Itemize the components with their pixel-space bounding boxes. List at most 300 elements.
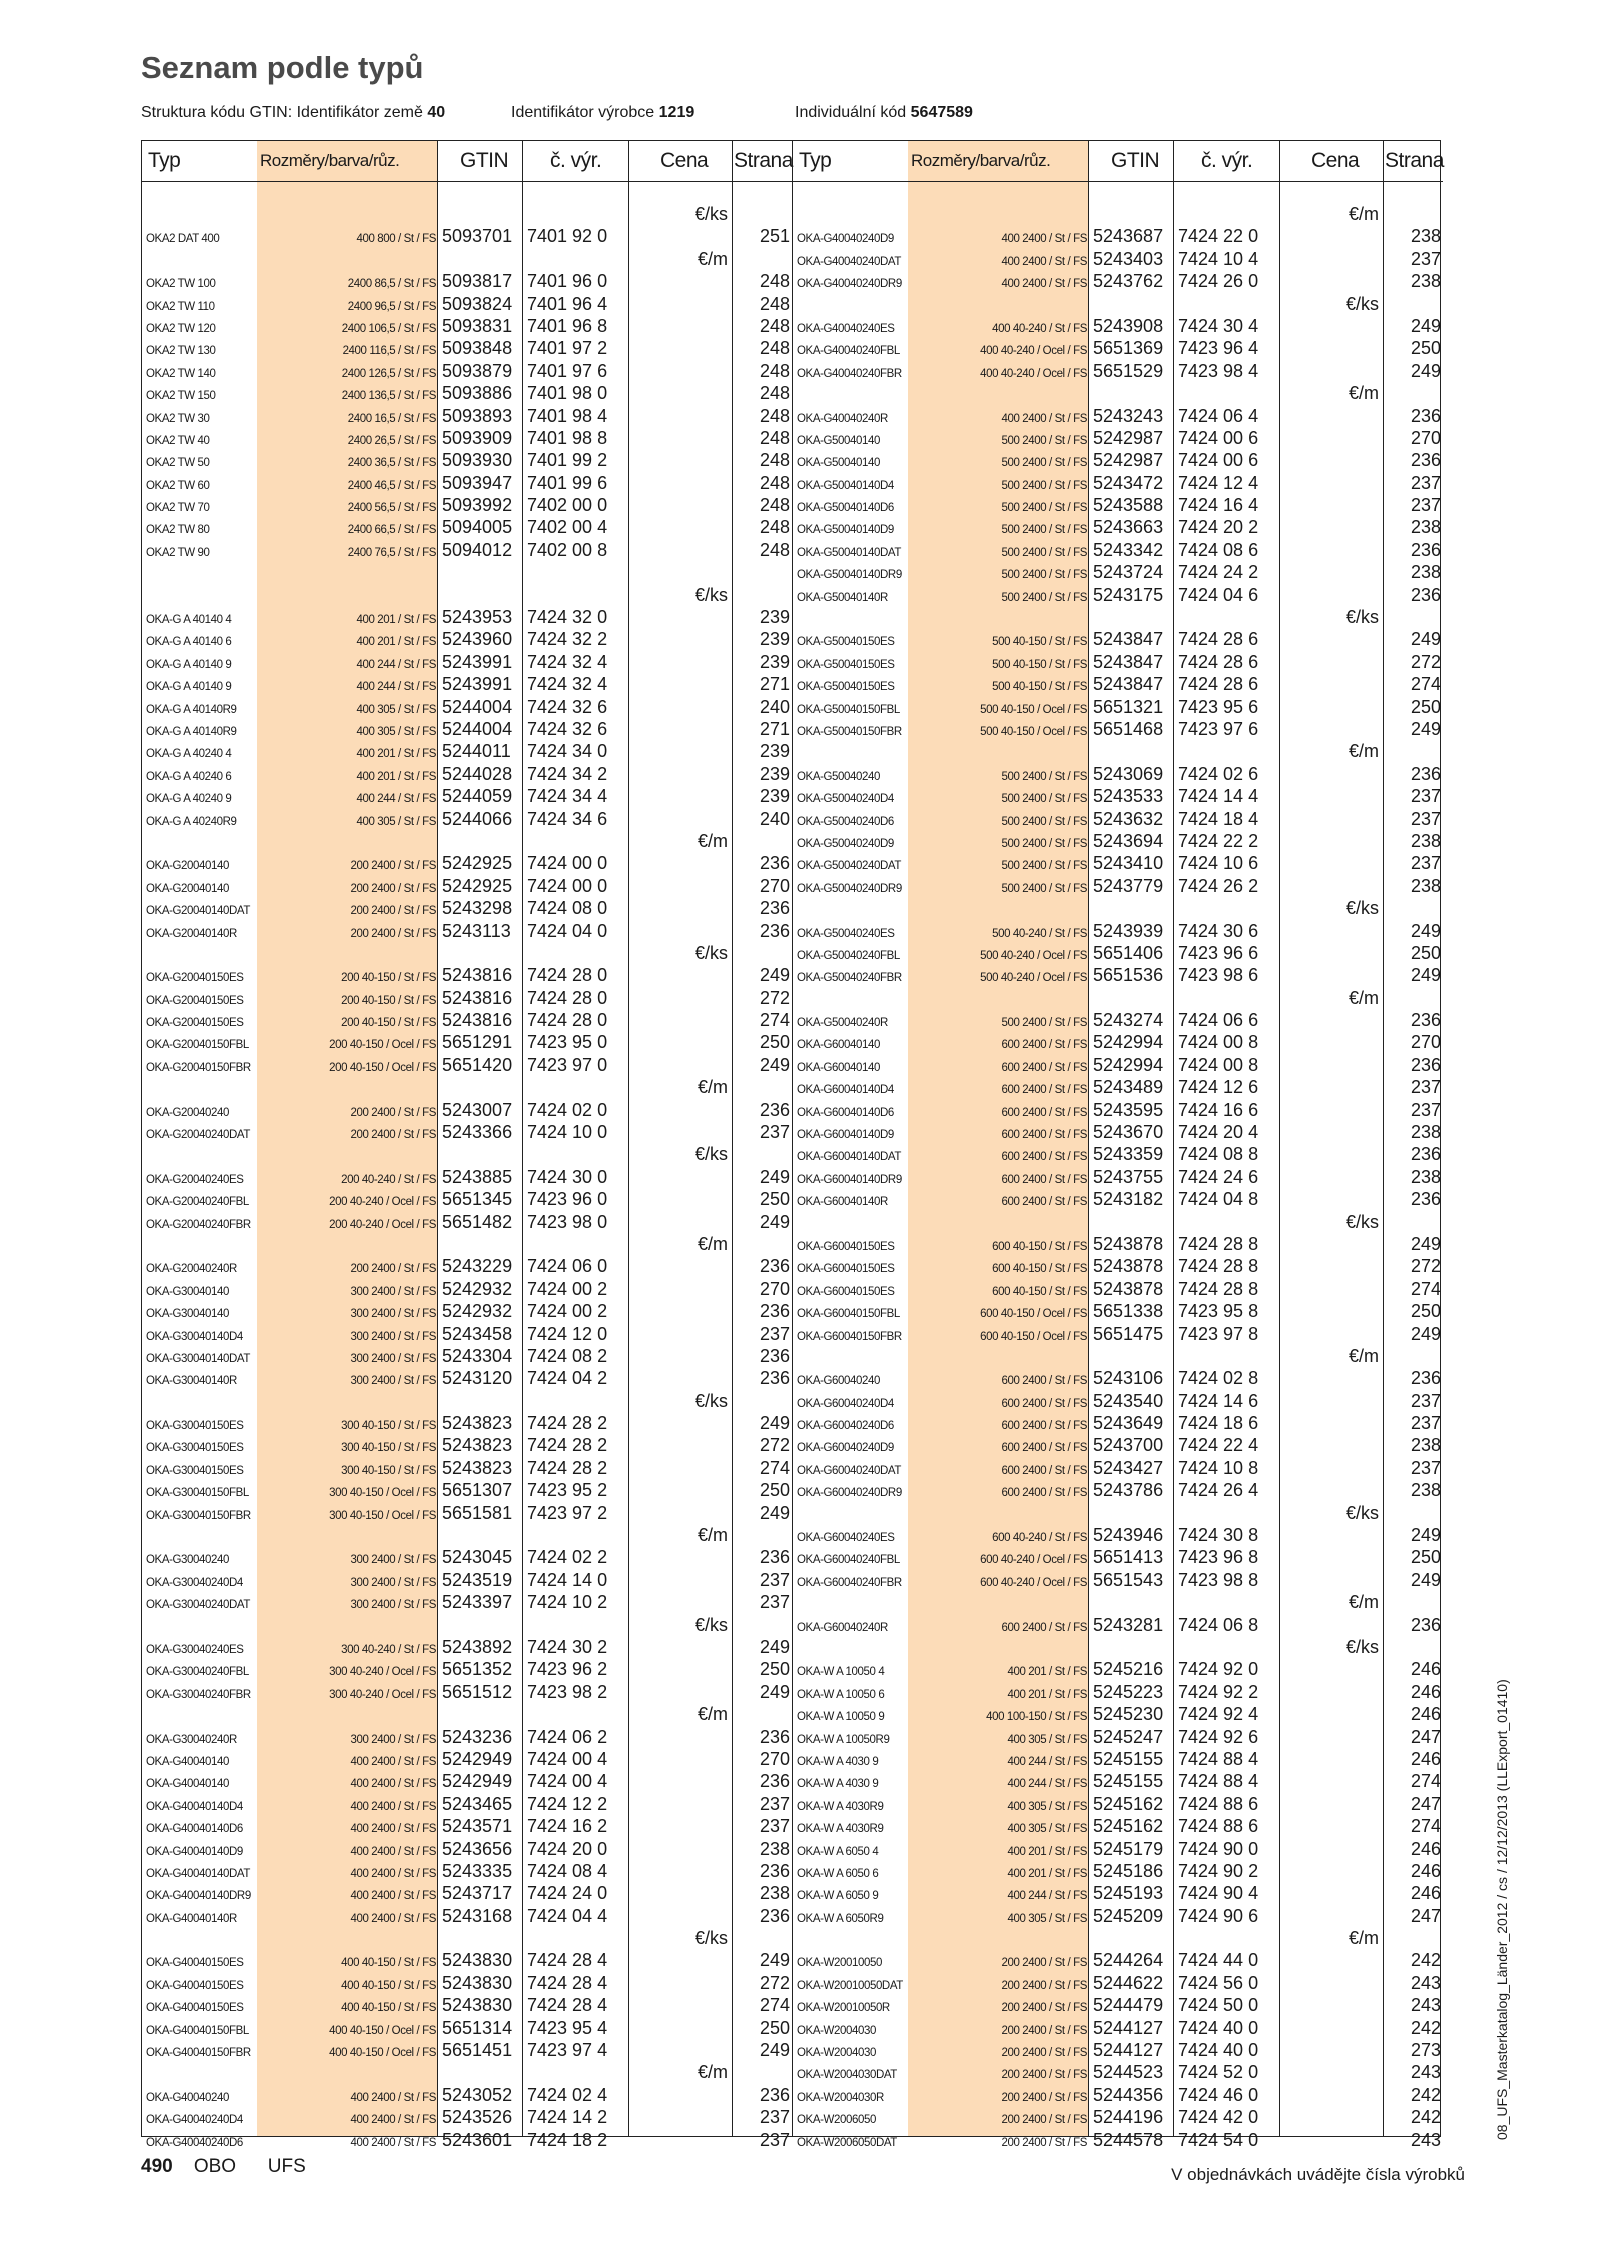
product-number: 7401 98 0 <box>527 383 608 404</box>
product-number: 7424 16 2 <box>527 1816 608 1837</box>
table-row <box>142 516 792 538</box>
gtin-code: 5243823 <box>442 1457 513 1478</box>
table-row <box>793 1031 1443 1053</box>
page-ref: 274 <box>759 1010 790 1031</box>
product-number: 7424 90 6 <box>1178 1905 1259 1926</box>
type-code: OKA-G60040140D6 <box>797 1106 894 1119</box>
gtin-code: 5093909 <box>442 427 513 448</box>
product-number: 7424 28 2 <box>527 1413 608 1434</box>
table-row <box>793 1457 1443 1479</box>
type-code: OKA-G40040140D4 <box>146 1800 243 1813</box>
gtin-code: 5242932 <box>442 1278 513 1299</box>
gtin-code: 5651581 <box>442 1502 513 1523</box>
page-ref: 236 <box>759 1905 790 1926</box>
table-row <box>142 2017 792 2039</box>
table-row <box>793 1569 1443 1591</box>
dimensions: 600 2400 / St / FS <box>1001 1039 1087 1052</box>
table-row <box>142 1121 792 1143</box>
price-unit: €/m <box>1348 987 1379 1008</box>
dimensions: 400 305 / St / FS <box>356 815 436 828</box>
product-number: 7424 28 4 <box>527 1995 608 2016</box>
type-code: OKA-G60040240FBR <box>797 1576 902 1589</box>
gtin-code: 5093879 <box>442 360 513 381</box>
page-ref: 239 <box>759 629 790 650</box>
type-code: OKA-G30040240DAT <box>146 1599 250 1612</box>
table-row <box>793 1255 1443 1277</box>
dimensions: 500 2400 / St / FS <box>1001 860 1087 873</box>
dimensions: 400 2400 / St / FS <box>350 1778 436 1791</box>
product-number: 7424 32 4 <box>527 651 608 672</box>
table-row <box>142 1905 792 1927</box>
product-number: 7424 08 4 <box>527 1860 608 1881</box>
page-ref: 249 <box>759 2040 790 2061</box>
page-ref: 248 <box>759 539 790 560</box>
product-number: 7424 02 0 <box>527 1099 608 1120</box>
product-number: 7424 30 0 <box>527 1166 608 1187</box>
table-row <box>142 315 792 337</box>
dimensions: 400 244 / St / FS <box>1007 1778 1087 1791</box>
gtin-code: 5245216 <box>1093 1659 1164 1680</box>
price-unit: €/ks <box>694 1614 728 1635</box>
product-number: 7424 06 6 <box>1178 1010 1259 1031</box>
type-code: OKA-G40040140DAT <box>146 1867 250 1880</box>
type-code: OKA-G60040140DR9 <box>797 1173 902 1186</box>
gtin-code: 5243427 <box>1093 1457 1164 1478</box>
table-row <box>793 405 1443 427</box>
product-number: 7424 18 4 <box>1178 808 1259 829</box>
gtin-code: 5651406 <box>1093 942 1164 963</box>
table-row <box>793 1233 1443 1255</box>
product-number: 7423 97 6 <box>1178 718 1259 739</box>
dimensions: 600 2400 / St / FS <box>1001 1084 1087 1097</box>
table-row <box>793 2106 1443 2128</box>
table-row <box>793 2084 1443 2106</box>
dimensions: 200 2400 / St / FS <box>350 905 436 918</box>
product-number: 7424 88 4 <box>1178 1748 1259 1769</box>
gtin-code: 5244059 <box>442 786 513 807</box>
page-ref: 248 <box>759 293 790 314</box>
table-row <box>793 763 1443 785</box>
gtin-code: 5243595 <box>1093 1099 1164 1120</box>
gtin-code: 5244127 <box>1093 2017 1164 2038</box>
type-code: OKA-W A 6050 4 <box>797 1845 879 1858</box>
dimensions: 600 2400 / St / FS <box>1001 1106 1087 1119</box>
type-code: OKA-W A 6050 6 <box>797 1867 879 1880</box>
type-code: OKA-W2006050 <box>797 2114 876 2127</box>
gtin-code: 5243304 <box>442 1345 513 1366</box>
table-row <box>793 1770 1443 1792</box>
dimensions: 200 2400 / St / FS <box>1001 2047 1087 2060</box>
table-row <box>142 1211 792 1233</box>
unit-row <box>793 203 1443 225</box>
page-ref: 237 <box>1410 786 1441 807</box>
gtin-code: 5245155 <box>1093 1771 1164 1792</box>
type-code: OKA-G50040140D4 <box>797 479 894 492</box>
type-code: OKA-G40040140D9 <box>146 1845 243 1858</box>
dimensions: 400 201 / St / FS <box>356 770 436 783</box>
unit-row <box>793 1927 1443 1949</box>
product-number: 7424 30 2 <box>527 1637 608 1657</box>
page-ref: 249 <box>1410 1569 1441 1590</box>
product-number: 7423 95 2 <box>527 1480 608 1501</box>
table-row <box>142 1726 792 1748</box>
gtin-code: 5243540 <box>1093 1390 1164 1411</box>
gtin-code: 5243670 <box>1093 1122 1164 1143</box>
type-code: OKA-G60040150FBR <box>797 1330 902 1343</box>
dimensions: 200 2400 / St / FS <box>1001 2114 1087 2127</box>
gtin-code: 5243298 <box>442 898 513 919</box>
page-ref: 270 <box>759 875 790 896</box>
price-unit: €/ks <box>1345 898 1379 919</box>
page-ref: 273 <box>1410 2040 1441 2061</box>
footer-left <box>141 2156 306 2178</box>
page-ref: 237 <box>1410 1457 1441 1478</box>
type-code: OKA-G40040140 <box>146 1755 230 1768</box>
type-code: OKA-W20010050DAT <box>797 1979 903 1992</box>
dimensions: 500 40-240 / Ocel / FS <box>980 972 1087 985</box>
gtin-code: 5651307 <box>442 1480 513 1501</box>
dimensions: 400 201 / St / FS <box>356 636 436 649</box>
price-unit: €/ks <box>694 1928 728 1949</box>
type-code: OKA-W A 10050 6 <box>797 1688 885 1701</box>
gtin-code: 5243236 <box>442 1726 513 1747</box>
table-row <box>793 1412 1443 1434</box>
product-number: 7424 50 0 <box>1178 1995 1259 2016</box>
page-ref: 270 <box>1410 1032 1441 1053</box>
type-code: OKA-G30040150FBL <box>146 1487 249 1500</box>
unit-row <box>142 1076 792 1098</box>
table-row <box>142 1457 792 1479</box>
gtin-code: 5243717 <box>442 1883 513 1904</box>
gtin-code: 5243465 <box>442 1793 513 1814</box>
product-number: 7424 00 6 <box>1178 427 1259 448</box>
page-ref: 272 <box>759 987 790 1008</box>
product-number: 7424 34 4 <box>527 786 608 807</box>
type-code: OKA-G20040150ES <box>146 994 244 1007</box>
page-ref: 237 <box>1410 495 1441 516</box>
page-ref: 250 <box>1410 1547 1441 1568</box>
table-row <box>142 1882 792 1904</box>
dimensions: 200 40-150 / Ocel / FS <box>329 1039 436 1052</box>
gtin-code: 5093817 <box>442 271 513 292</box>
page-ref: 271 <box>759 674 790 695</box>
gtin-code: 5243403 <box>1093 248 1164 269</box>
page-ref: 237 <box>1410 248 1441 269</box>
table-row <box>793 2061 1443 2083</box>
table-row <box>793 1658 1443 1680</box>
page-ref: 240 <box>759 808 790 829</box>
product-number: 7424 10 2 <box>527 1592 608 1613</box>
type-code: OKA2 TW 60 <box>146 479 210 492</box>
page-ref: 249 <box>1410 718 1441 739</box>
product-number: 7423 96 2 <box>527 1659 608 1680</box>
price-unit: €/m <box>697 1077 728 1098</box>
table-row <box>793 1793 1443 1815</box>
type-code: OKA-G50040240DAT <box>797 860 901 873</box>
page-ref: 248 <box>759 405 790 426</box>
dimensions: 200 2400 / St / FS <box>350 1129 436 1142</box>
dimensions: 400 305 / St / FS <box>1007 1823 1087 1836</box>
type-code: OKA-G60040240D4 <box>797 1397 894 1410</box>
type-code: OKA-W2006050DAT <box>797 2136 897 2149</box>
type-code: OKA-G40040140R <box>146 1912 237 1925</box>
product-number: 7423 95 6 <box>1178 696 1259 717</box>
type-code: OKA-G40040240ES <box>797 322 895 335</box>
gtin-code: 5243472 <box>1093 472 1164 493</box>
type-code: OKA-G40040240DR9 <box>797 278 902 291</box>
table-row <box>142 1972 792 1994</box>
gtin-code: 5242994 <box>1093 1054 1164 1075</box>
price-unit: €/m <box>697 1704 728 1725</box>
dimensions: 600 2400 / St / FS <box>1001 1397 1087 1410</box>
table-row <box>142 964 792 986</box>
page-ref: 271 <box>759 718 790 739</box>
gtin-code: 5243359 <box>1093 1144 1164 1165</box>
product-number: 7424 26 2 <box>1178 875 1259 896</box>
product-number: 7424 08 8 <box>1178 1144 1259 1165</box>
gtin-code: 5651543 <box>1093 1569 1164 1590</box>
gtin-code: 5651321 <box>1093 696 1164 717</box>
page-ref: 242 <box>1410 2107 1441 2128</box>
page-ref: 248 <box>759 338 790 359</box>
type-code: OKA-G20040240FBL <box>146 1196 249 1209</box>
product-number: 7424 00 6 <box>1178 450 1259 471</box>
page-ref: 250 <box>1410 942 1441 963</box>
table-row <box>793 875 1443 897</box>
page-ref: 236 <box>1410 1189 1441 1210</box>
type-code: OKA2 TW 140 <box>146 367 216 380</box>
product-number: 7424 42 0 <box>1178 2107 1259 2128</box>
dimensions: 400 40-240 / Ocel / FS <box>980 345 1087 358</box>
product-number: 7401 99 6 <box>527 472 608 493</box>
table-row <box>142 1300 792 1322</box>
dimensions: 300 40-150 / St / FS <box>341 1464 436 1477</box>
product-number: 7424 24 0 <box>527 1883 608 1904</box>
gtin-code: 5651529 <box>1093 360 1164 381</box>
gtin-code: 5242925 <box>442 875 513 896</box>
type-code: OKA-G30040140D4 <box>146 1330 243 1343</box>
unit-row <box>793 293 1443 315</box>
product-number: 7424 32 2 <box>527 629 608 650</box>
product-number: 7424 40 0 <box>1178 2040 1259 2061</box>
product-number: 7424 18 2 <box>527 2129 608 2150</box>
gtin-code: 5244004 <box>442 718 513 739</box>
gtin-code: 5243366 <box>442 1122 513 1143</box>
product-number: 7424 28 8 <box>1178 1233 1259 1254</box>
page-ref: 274 <box>1410 1278 1441 1299</box>
product-number: 7423 97 0 <box>527 1054 608 1075</box>
type-code: OKA-G50040240FBL <box>797 949 900 962</box>
product-number: 7424 20 2 <box>1178 517 1259 538</box>
type-code: OKA-G40040150ES <box>146 1957 244 1970</box>
product-number: 7424 02 8 <box>1178 1368 1259 1389</box>
product-number: 7424 22 2 <box>1178 830 1259 851</box>
unit-row <box>793 740 1443 762</box>
table-row <box>142 1748 792 1770</box>
table-row <box>793 1524 1443 1546</box>
page-ref: 250 <box>1410 696 1441 717</box>
dimensions: 200 2400 / St / FS <box>350 1263 436 1276</box>
table-row <box>142 628 792 650</box>
type-code: OKA-G60040140 <box>797 1061 881 1074</box>
gtin-code: 5243847 <box>1093 651 1164 672</box>
table-row <box>793 1479 1443 1501</box>
page-ref: 246 <box>1410 1659 1441 1680</box>
product-number: 7424 30 8 <box>1178 1525 1259 1546</box>
dimensions: 400 2400 / St / FS <box>350 1890 436 1903</box>
product-number: 7424 92 6 <box>1178 1726 1259 1747</box>
product-number: 7424 24 2 <box>1178 562 1259 583</box>
type-code: OKA-G40040240D4 <box>146 2114 243 2127</box>
table-row <box>142 763 792 785</box>
gtin-code: 5243588 <box>1093 495 1164 516</box>
product-number: 7423 95 8 <box>1178 1301 1259 1322</box>
table-row <box>793 270 1443 292</box>
page-ref: 237 <box>1410 853 1441 874</box>
dimensions: 400 2400 / St / FS <box>1001 255 1087 268</box>
dimensions: 300 2400 / St / FS <box>350 1733 436 1746</box>
dimensions: 500 40-150 / St / FS <box>992 658 1087 671</box>
dimensions: 400 305 / St / FS <box>356 703 436 716</box>
type-code: OKA-G50040140DAT <box>797 546 901 559</box>
gtin-code: 5093701 <box>442 226 513 247</box>
gtin-code: 5242925 <box>442 853 513 874</box>
type-code: OKA-G30040140 <box>146 1285 230 1298</box>
dimensions: 200 40-240 / St / FS <box>341 1173 436 1186</box>
table-row <box>142 606 792 628</box>
page-ref: 236 <box>759 1099 790 1120</box>
type-code: OKA-G40040240D9 <box>797 233 894 246</box>
dimensions: 600 2400 / St / FS <box>1001 1420 1087 1433</box>
dimensions: 500 2400 / St / FS <box>1001 479 1087 492</box>
dimensions: 400 40-150 / Ocel / FS <box>329 2024 436 2037</box>
dimensions: 600 40-150 / Ocel / FS <box>980 1308 1087 1321</box>
table-row <box>793 920 1443 942</box>
table-row <box>793 696 1443 718</box>
product-number: 7424 92 2 <box>1178 1681 1259 1702</box>
page-ref: 236 <box>1410 1144 1441 1165</box>
gtin-code: 5243519 <box>442 1569 513 1590</box>
table-row <box>793 1972 1443 1994</box>
product-number: 7424 04 4 <box>527 1905 608 1926</box>
gtin-code: 5244127 <box>1093 2040 1164 2061</box>
product-number: 7402 00 0 <box>527 495 608 516</box>
gtin-code: 5093930 <box>442 450 513 471</box>
product-number: 7424 92 4 <box>1178 1704 1259 1725</box>
dimensions: 400 40-150 / Ocel / FS <box>329 2047 436 2060</box>
page-ref: 236 <box>1410 405 1441 426</box>
page-ref: 249 <box>1410 1525 1441 1546</box>
dimensions: 500 40-240 / St / FS <box>992 927 1087 940</box>
unit-row <box>142 2061 792 2083</box>
type-code: OKA-G60040240DR9 <box>797 1487 902 1500</box>
type-code: OKA-G40040140 <box>146 1778 230 1791</box>
gtin-code: 5243847 <box>1093 674 1164 695</box>
type-code: OKA2 TW 80 <box>146 524 210 537</box>
page-ref: 250 <box>759 1480 790 1501</box>
page-ref: 249 <box>1410 315 1441 336</box>
page-ref: 246 <box>1410 1883 1441 1904</box>
price-unit: €/m <box>1348 383 1379 404</box>
dimensions: 200 2400 / St / FS <box>350 882 436 895</box>
product-number: 7424 10 6 <box>1178 853 1259 874</box>
dimensions: 200 40-240 / Ocel / FS <box>329 1218 436 1231</box>
product-number: 7401 98 8 <box>527 427 608 448</box>
dimensions: 600 2400 / St / FS <box>1001 1621 1087 1634</box>
page-ref: 236 <box>759 1345 790 1366</box>
type-code: OKA-G A 40240 9 <box>146 793 232 806</box>
table-row <box>793 2039 1443 2061</box>
product-number: 7423 96 0 <box>527 1189 608 1210</box>
type-code: OKA2 DAT 400 <box>146 233 220 246</box>
dimensions: 600 2400 / St / FS <box>1001 1151 1087 1164</box>
individual-code: Individuální kód 5647589 <box>795 104 973 121</box>
type-code: OKA-W A 10050 9 <box>797 1711 885 1724</box>
dimensions: 400 2400 / St / FS <box>350 1867 436 1880</box>
type-code: OKA-G40040240FBL <box>797 345 900 358</box>
dimensions: 200 40-150 / St / FS <box>341 994 436 1007</box>
page-ref: 243 <box>1410 1972 1441 1993</box>
table-row <box>793 1994 1443 2016</box>
type-code: OKA-G A 40140R9 <box>146 703 237 716</box>
type-code: OKA-G50040240D9 <box>797 837 894 850</box>
gtin-code: 5651338 <box>1093 1301 1164 1322</box>
type-code: OKA-W A 4030 9 <box>797 1778 879 1791</box>
type-code: OKA-G20040140 <box>146 860 230 873</box>
dimensions: 400 40-240 / Ocel / FS <box>980 367 1087 380</box>
gtin-code: 5243830 <box>442 1972 513 1993</box>
page-ref: 237 <box>759 1592 790 1613</box>
type-code: OKA2 TW 130 <box>146 345 216 358</box>
dimensions: 400 100-150 / St / FS <box>986 1711 1087 1724</box>
product-number: 7423 95 4 <box>527 2017 608 2038</box>
dimensions: 400 2400 / St / FS <box>350 1755 436 1768</box>
type-code: OKA-G30040150ES <box>146 1464 244 1477</box>
product-number: 7424 14 0 <box>527 1569 608 1590</box>
table-row <box>142 1569 792 1591</box>
type-code: OKA-W2004030 <box>797 2047 876 2060</box>
gtin-code: 5243342 <box>1093 539 1164 560</box>
page-ref: 239 <box>759 607 790 628</box>
table-row <box>793 1054 1443 1076</box>
table-row <box>793 1434 1443 1456</box>
page-ref: 243 <box>1410 1995 1441 2016</box>
gtin-code: 5243878 <box>1093 1278 1164 1299</box>
dimensions: 500 2400 / St / FS <box>1001 591 1087 604</box>
table-row <box>142 1949 792 1971</box>
table-row <box>142 696 792 718</box>
gtin-code: 5243946 <box>1093 1525 1164 1546</box>
page-ref: 240 <box>759 696 790 717</box>
product-number: 7402 00 4 <box>527 517 608 538</box>
page-ref: 237 <box>759 1793 790 1814</box>
gtin-code: 5243878 <box>1093 1256 1164 1277</box>
product-number: 7423 97 2 <box>527 1502 608 1523</box>
product-number: 7423 97 8 <box>1178 1323 1259 1344</box>
dimensions: 400 244 / St / FS <box>356 658 436 671</box>
type-code: OKA-G20040150ES <box>146 1017 244 1030</box>
gtin-code: 5243656 <box>442 1838 513 1859</box>
table-row <box>142 1502 792 1524</box>
page-ref: 236 <box>759 2084 790 2105</box>
product-number: 7424 34 2 <box>527 763 608 784</box>
type-code: OKA2 TW 30 <box>146 412 210 425</box>
unit-row <box>142 584 792 606</box>
page-ref: 238 <box>1410 517 1441 538</box>
table-row <box>142 1994 792 2016</box>
dimensions: 200 40-150 / St / FS <box>341 972 436 985</box>
gtin-code: 5243991 <box>442 651 513 672</box>
